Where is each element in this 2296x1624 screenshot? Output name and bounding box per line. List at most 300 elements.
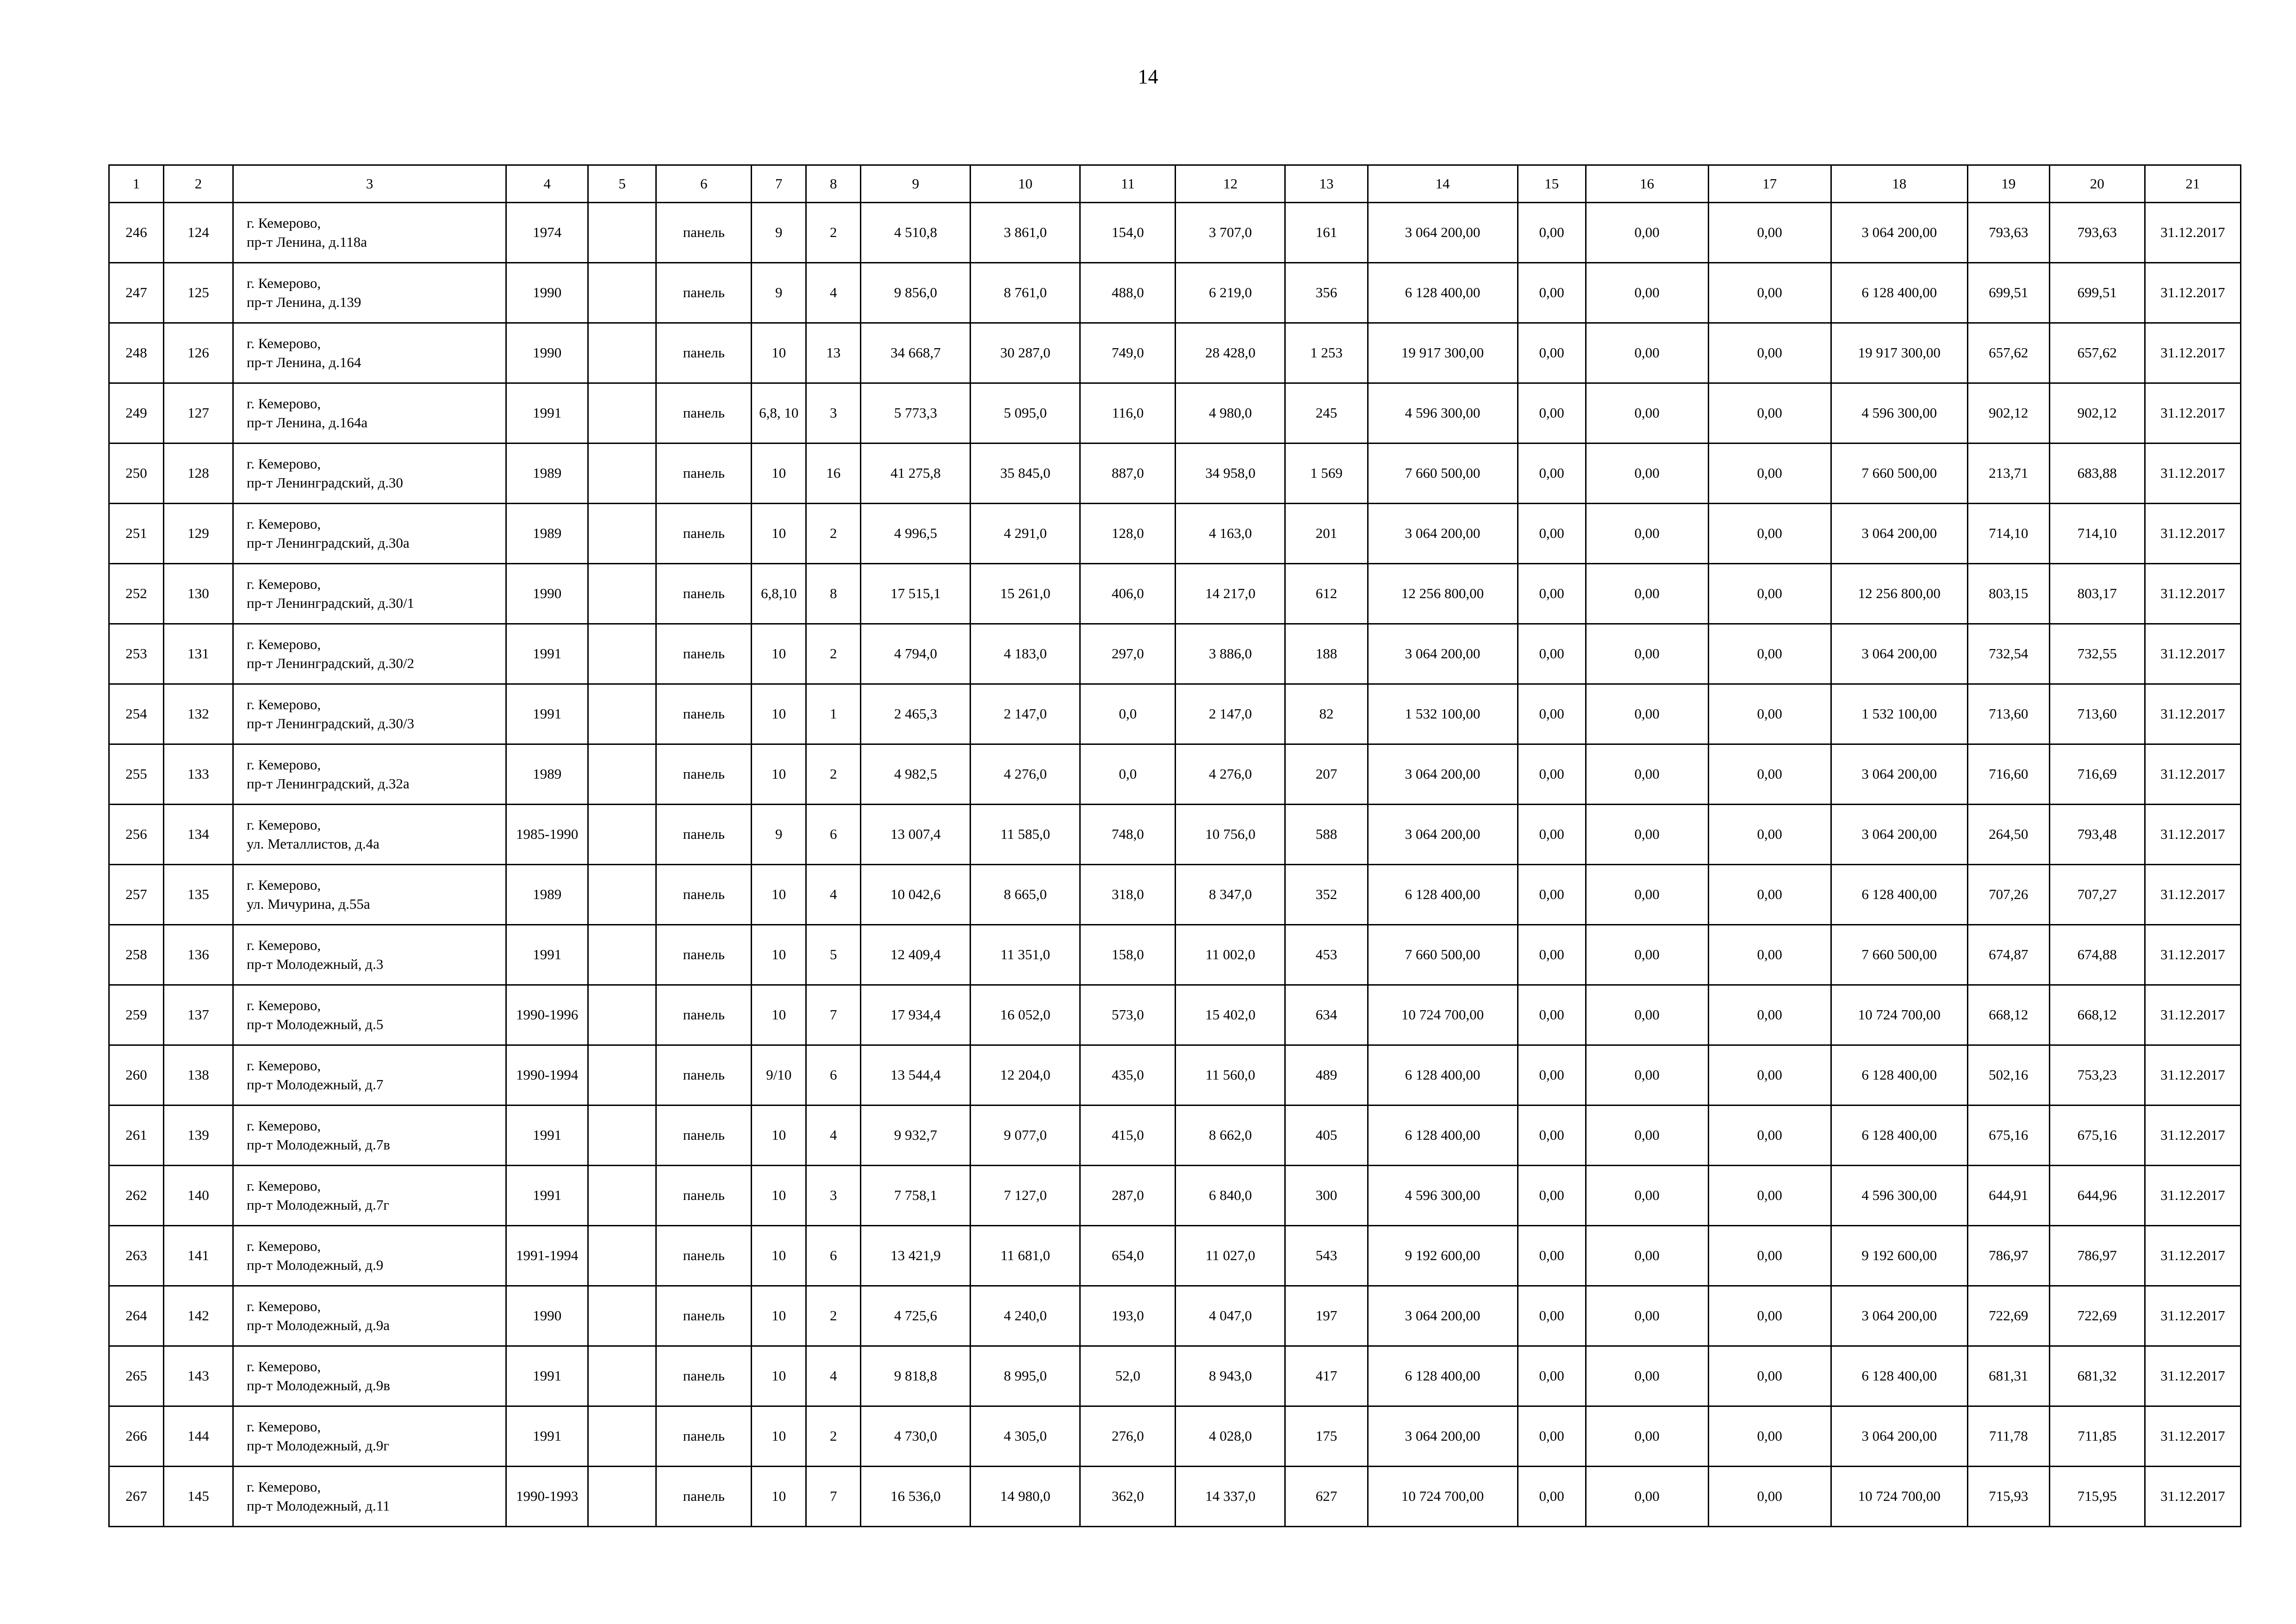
column-11-cell: 193,0 [1080,1286,1176,1346]
column-18-cell: 4 596 300,00 [1831,1166,1967,1226]
column-5-cell [588,1346,656,1406]
column-10-cell: 11 351,0 [971,925,1080,985]
row-number-cell: 257 [109,865,164,925]
entrances-cell: 6 [806,1226,861,1286]
row-number-cell: 250 [109,443,164,504]
address-street: пр-т Ленина, д.164 [247,354,361,370]
address-city: г. Кемерово, [247,516,321,532]
address-city: г. Кемерово, [247,456,321,472]
column-number-header: 4 [506,165,588,203]
floors-cell: 9/10 [752,1045,806,1106]
table-row [109,865,2241,925]
column-20-cell: 644,96 [2049,1166,2145,1226]
column-11-cell: 0,0 [1080,744,1176,805]
column-number-header: 17 [1708,165,1831,203]
column-13-cell: 82 [1285,684,1368,744]
address-cell [233,985,506,1045]
address-street: пр-т Молодежный, д.7 [247,1076,384,1093]
column-20-cell: 786,97 [2049,1226,2145,1286]
address-street: пр-т Молодежный, д.9в [247,1377,390,1393]
year-built-cell: 1989 [506,504,588,564]
column-12-cell: 10 756,0 [1176,805,1285,865]
year-built-cell: 1990-1993 [506,1467,588,1527]
row-number-cell: 253 [109,624,164,684]
column-9-cell: 17 515,1 [861,564,971,624]
column-18-cell: 6 128 400,00 [1831,865,1967,925]
column-18-cell: 3 064 200,00 [1831,203,1967,263]
table-row [109,1286,2241,1346]
column-5-cell [588,203,656,263]
floors-cell: 10 [752,1406,806,1467]
column-9-cell: 34 668,7 [861,323,971,383]
column-15-cell: 0,00 [1518,504,1586,564]
row-number-cell: 259 [109,985,164,1045]
column-20-cell: 707,27 [2049,865,2145,925]
address-city: г. Кемерово, [247,1479,321,1495]
column-18-cell: 1 532 100,00 [1831,684,1967,744]
address-city: г. Кемерово, [247,817,321,833]
wall-material-cell: панель [656,744,752,805]
row-number-cell: 251 [109,504,164,564]
column-14-cell: 3 064 200,00 [1368,624,1518,684]
column-12-cell: 4 276,0 [1176,744,1285,805]
column-14-cell: 3 064 200,00 [1368,203,1518,263]
column-19-cell: 711,78 [1967,1406,2049,1467]
address-cell [233,443,506,504]
column-11-cell: 128,0 [1080,504,1176,564]
column-20-cell: 711,85 [2049,1406,2145,1467]
column-16-cell: 0,00 [1586,323,1708,383]
table-row [109,323,2241,383]
house-number-cell: 135 [164,865,233,925]
date-cell: 31.12.2017 [2145,504,2240,564]
column-17-cell: 0,00 [1708,564,1831,624]
column-number-header: 2 [164,165,233,203]
floors-cell: 10 [752,925,806,985]
table-row [109,1166,2241,1226]
column-15-cell: 0,00 [1518,684,1586,744]
column-13-cell: 543 [1285,1226,1368,1286]
column-13-cell: 188 [1285,624,1368,684]
column-12-cell: 4 028,0 [1176,1406,1285,1467]
address-street: пр-т Ленинградский, д.30 [247,474,403,491]
column-15-cell: 0,00 [1518,744,1586,805]
house-number-cell: 136 [164,925,233,985]
column-14-cell: 9 192 600,00 [1368,1226,1518,1286]
column-13-cell: 352 [1285,865,1368,925]
column-17-cell: 0,00 [1708,1406,1831,1467]
column-12-cell: 15 402,0 [1176,985,1285,1045]
column-10-cell: 4 276,0 [971,744,1080,805]
column-13-cell: 588 [1285,805,1368,865]
address-cell [233,1406,506,1467]
column-12-cell: 3 707,0 [1176,203,1285,263]
column-5-cell [588,383,656,443]
column-12-cell: 14 337,0 [1176,1467,1285,1527]
row-number-cell: 254 [109,684,164,744]
column-5-cell [588,744,656,805]
row-number-cell: 255 [109,744,164,805]
column-number-header: 18 [1831,165,1967,203]
column-number-header: 10 [971,165,1080,203]
address-street: ул. Металлистов, д.4а [247,835,380,852]
address-cell [233,263,506,323]
column-9-cell: 41 275,8 [861,443,971,504]
column-15-cell: 0,00 [1518,1226,1586,1286]
column-17-cell: 0,00 [1708,323,1831,383]
column-17-cell: 0,00 [1708,744,1831,805]
address-street: пр-т Молодежный, д.11 [247,1497,390,1514]
column-16-cell: 0,00 [1586,504,1708,564]
column-12-cell: 34 958,0 [1176,443,1285,504]
column-10-cell: 7 127,0 [971,1166,1080,1226]
table-row [109,925,2241,985]
address-city: г. Кемерово, [247,937,321,954]
column-14-cell: 10 724 700,00 [1368,985,1518,1045]
column-19-cell: 681,31 [1967,1346,2049,1406]
house-number-cell: 138 [164,1045,233,1106]
column-11-cell: 573,0 [1080,985,1176,1045]
column-12-cell: 3 886,0 [1176,624,1285,684]
column-14-cell: 12 256 800,00 [1368,564,1518,624]
address-street: пр-т Молодежный, д.9 [247,1256,384,1273]
row-number-cell: 261 [109,1106,164,1166]
column-14-cell: 6 128 400,00 [1368,1045,1518,1106]
column-5-cell [588,1406,656,1467]
address-street: пр-т Молодежный, д.5 [247,1016,384,1032]
column-16-cell: 0,00 [1586,564,1708,624]
house-number-cell: 144 [164,1406,233,1467]
column-13-cell: 201 [1285,504,1368,564]
column-17-cell: 0,00 [1708,263,1831,323]
column-20-cell: 675,16 [2049,1106,2145,1166]
floors-cell: 10 [752,443,806,504]
year-built-cell: 1991 [506,383,588,443]
year-built-cell: 1990 [506,263,588,323]
column-number-header: 11 [1080,165,1176,203]
wall-material-cell: панель [656,263,752,323]
column-number-header: 16 [1586,165,1708,203]
column-16-cell: 0,00 [1586,263,1708,323]
column-12-cell: 8 347,0 [1176,865,1285,925]
column-13-cell: 612 [1285,564,1368,624]
house-number-cell: 124 [164,203,233,263]
year-built-cell: 1991 [506,925,588,985]
entrances-cell: 2 [806,504,861,564]
address-city: г. Кемерово, [247,1057,321,1074]
column-19-cell: 713,60 [1967,684,2049,744]
column-9-cell: 9 932,7 [861,1106,971,1166]
column-5-cell [588,985,656,1045]
column-19-cell: 264,50 [1967,805,2049,865]
entrances-cell: 6 [806,1045,861,1106]
column-18-cell: 6 128 400,00 [1831,1045,1967,1106]
column-18-cell: 6 128 400,00 [1831,263,1967,323]
table-row [109,504,2241,564]
column-13-cell: 175 [1285,1406,1368,1467]
column-11-cell: 749,0 [1080,323,1176,383]
entrances-cell: 7 [806,985,861,1045]
column-13-cell: 405 [1285,1106,1368,1166]
column-20-cell: 803,17 [2049,564,2145,624]
column-14-cell: 10 724 700,00 [1368,1467,1518,1527]
entrances-cell: 5 [806,925,861,985]
date-cell: 31.12.2017 [2145,1286,2240,1346]
page-number: 14 [1138,65,1158,88]
column-16-cell: 0,00 [1586,1467,1708,1527]
column-17-cell: 0,00 [1708,925,1831,985]
address-city: г. Кемерово, [247,395,321,412]
entrances-cell: 16 [806,443,861,504]
column-19-cell: 668,12 [1967,985,2049,1045]
column-18-cell: 3 064 200,00 [1831,744,1967,805]
column-12-cell: 4 980,0 [1176,383,1285,443]
column-19-cell: 902,12 [1967,383,2049,443]
housing-register-table [108,164,2241,1527]
floors-cell: 10 [752,684,806,744]
column-15-cell: 0,00 [1518,1346,1586,1406]
wall-material-cell: панель [656,323,752,383]
column-10-cell: 4 305,0 [971,1406,1080,1467]
column-11-cell: 287,0 [1080,1166,1176,1226]
row-number-cell: 258 [109,925,164,985]
address-city: г. Кемерово, [247,877,321,893]
column-15-cell: 0,00 [1518,1166,1586,1226]
entrances-cell: 2 [806,203,861,263]
column-10-cell: 12 204,0 [971,1045,1080,1106]
year-built-cell: 1991 [506,1166,588,1226]
wall-material-cell: панель [656,564,752,624]
address-cell [233,624,506,684]
column-number-header: 14 [1368,165,1518,203]
house-number-cell: 128 [164,443,233,504]
floors-cell: 10 [752,985,806,1045]
entrances-cell: 1 [806,684,861,744]
column-14-cell: 6 128 400,00 [1368,1106,1518,1166]
house-number-cell: 143 [164,1346,233,1406]
column-16-cell: 0,00 [1586,1106,1708,1166]
column-19-cell: 722,69 [1967,1286,2049,1346]
wall-material-cell: панель [656,865,752,925]
column-5-cell [588,684,656,744]
column-16-cell: 0,00 [1586,865,1708,925]
column-9-cell: 9 856,0 [861,263,971,323]
column-19-cell: 674,87 [1967,925,2049,985]
column-18-cell: 6 128 400,00 [1831,1346,1967,1406]
column-12-cell: 8 662,0 [1176,1106,1285,1166]
column-16-cell: 0,00 [1586,383,1708,443]
column-11-cell: 415,0 [1080,1106,1176,1166]
column-13-cell: 356 [1285,263,1368,323]
wall-material-cell: панель [656,985,752,1045]
column-14-cell: 7 660 500,00 [1368,443,1518,504]
column-number-header: 1 [109,165,164,203]
year-built-cell: 1989 [506,443,588,504]
column-11-cell: 435,0 [1080,1045,1176,1106]
address-street: пр-т Ленинградский, д.30/2 [247,655,414,671]
column-12-cell: 4 163,0 [1176,504,1285,564]
house-number-cell: 129 [164,504,233,564]
column-5-cell [588,443,656,504]
address-cell [233,383,506,443]
column-13-cell: 1 569 [1285,443,1368,504]
column-12-cell: 6 219,0 [1176,263,1285,323]
column-14-cell: 6 128 400,00 [1368,865,1518,925]
column-14-cell: 3 064 200,00 [1368,504,1518,564]
wall-material-cell: панель [656,805,752,865]
column-16-cell: 0,00 [1586,1045,1708,1106]
column-13-cell: 489 [1285,1045,1368,1106]
column-13-cell: 627 [1285,1467,1368,1527]
entrances-cell: 4 [806,263,861,323]
date-cell: 31.12.2017 [2145,684,2240,744]
address-street: пр-т Ленинградский, д.30/1 [247,594,414,611]
column-11-cell: 116,0 [1080,383,1176,443]
column-13-cell: 161 [1285,203,1368,263]
wall-material-cell: панель [656,1406,752,1467]
date-cell: 31.12.2017 [2145,985,2240,1045]
column-17-cell: 0,00 [1708,203,1831,263]
column-17-cell: 0,00 [1708,1045,1831,1106]
wall-material-cell: панель [656,1106,752,1166]
column-11-cell: 362,0 [1080,1467,1176,1527]
column-18-cell: 3 064 200,00 [1831,1286,1967,1346]
year-built-cell: 1989 [506,865,588,925]
column-12-cell: 11 560,0 [1176,1045,1285,1106]
column-10-cell: 11 585,0 [971,805,1080,865]
column-11-cell: 654,0 [1080,1226,1176,1286]
row-number-cell: 266 [109,1406,164,1467]
address-street: пр-т Ленина, д.164а [247,414,368,431]
floors-cell: 9 [752,805,806,865]
column-19-cell: 502,16 [1967,1045,2049,1106]
column-number-header: 15 [1518,165,1586,203]
column-19-cell: 714,10 [1967,504,2049,564]
address-city: г. Кемерово, [247,997,321,1014]
column-19-cell: 786,97 [1967,1226,2049,1286]
column-18-cell: 3 064 200,00 [1831,1406,1967,1467]
table-row [109,443,2241,504]
column-number-header: 13 [1285,165,1368,203]
address-cell [233,1045,506,1106]
date-cell: 31.12.2017 [2145,744,2240,805]
column-5-cell [588,504,656,564]
column-19-cell: 657,62 [1967,323,2049,383]
address-cell [233,564,506,624]
column-11-cell: 158,0 [1080,925,1176,985]
column-16-cell: 0,00 [1586,1346,1708,1406]
address-city: г. Кемерово, [247,576,321,593]
table-row [109,1346,2241,1406]
column-9-cell: 4 996,5 [861,504,971,564]
column-20-cell: 699,51 [2049,263,2145,323]
wall-material-cell: панель [656,1226,752,1286]
house-number-cell: 126 [164,323,233,383]
column-10-cell: 16 052,0 [971,985,1080,1045]
column-18-cell: 7 660 500,00 [1831,443,1967,504]
entrances-cell: 2 [806,624,861,684]
column-9-cell: 13 421,9 [861,1226,971,1286]
column-18-cell: 9 192 600,00 [1831,1226,1967,1286]
column-19-cell: 715,93 [1967,1467,2049,1527]
column-15-cell: 0,00 [1518,985,1586,1045]
column-15-cell: 0,00 [1518,564,1586,624]
date-cell: 31.12.2017 [2145,624,2240,684]
column-9-cell: 4 725,6 [861,1286,971,1346]
column-14-cell: 3 064 200,00 [1368,805,1518,865]
address-cell [233,1226,506,1286]
column-5-cell [588,1106,656,1166]
address-street: ул. Мичурина, д.55а [247,895,370,912]
address-street: пр-т Ленинградский, д.32а [247,775,410,792]
date-cell: 31.12.2017 [2145,383,2240,443]
column-16-cell: 0,00 [1586,684,1708,744]
column-16-cell: 0,00 [1586,1406,1708,1467]
wall-material-cell: панель [656,443,752,504]
year-built-cell: 1985-1990 [506,805,588,865]
row-number-cell: 247 [109,263,164,323]
column-11-cell: 887,0 [1080,443,1176,504]
column-number-row [109,165,2241,203]
entrances-cell: 2 [806,1286,861,1346]
column-20-cell: 793,63 [2049,203,2145,263]
floors-cell: 10 [752,1346,806,1406]
wall-material-cell: панель [656,383,752,443]
row-number-cell: 267 [109,1467,164,1527]
column-number-header: 12 [1176,165,1285,203]
column-9-cell: 13 544,4 [861,1045,971,1106]
column-19-cell: 699,51 [1967,263,2049,323]
column-19-cell: 213,71 [1967,443,2049,504]
address-city: г. Кемерово, [247,275,321,292]
column-15-cell: 0,00 [1518,443,1586,504]
address-street: пр-т Ленинградский, д.30/3 [247,715,414,731]
column-5-cell [588,263,656,323]
column-20-cell: 714,10 [2049,504,2145,564]
table-row [109,1226,2241,1286]
column-10-cell: 11 681,0 [971,1226,1080,1286]
column-20-cell: 793,48 [2049,805,2145,865]
year-built-cell: 1990-1996 [506,985,588,1045]
column-17-cell: 0,00 [1708,1346,1831,1406]
house-number-cell: 139 [164,1106,233,1166]
column-14-cell: 4 596 300,00 [1368,1166,1518,1226]
column-13-cell: 453 [1285,925,1368,985]
column-14-cell: 4 596 300,00 [1368,383,1518,443]
column-19-cell: 675,16 [1967,1106,2049,1166]
column-10-cell: 15 261,0 [971,564,1080,624]
address-cell [233,1166,506,1226]
wall-material-cell: панель [656,1045,752,1106]
column-14-cell: 6 128 400,00 [1368,263,1518,323]
floors-cell: 10 [752,1226,806,1286]
column-9-cell: 9 818,8 [861,1346,971,1406]
address-cell [233,203,506,263]
entrances-cell: 6 [806,805,861,865]
row-number-cell: 249 [109,383,164,443]
column-20-cell: 753,23 [2049,1045,2145,1106]
wall-material-cell: панель [656,1467,752,1527]
column-16-cell: 0,00 [1586,1226,1708,1286]
house-number-cell: 131 [164,624,233,684]
floors-cell: 10 [752,1467,806,1527]
column-9-cell: 7 758,1 [861,1166,971,1226]
column-11-cell: 406,0 [1080,564,1176,624]
column-number-header: 9 [861,165,971,203]
row-number-cell: 260 [109,1045,164,1106]
column-number-header: 20 [2049,165,2145,203]
column-10-cell: 30 287,0 [971,323,1080,383]
